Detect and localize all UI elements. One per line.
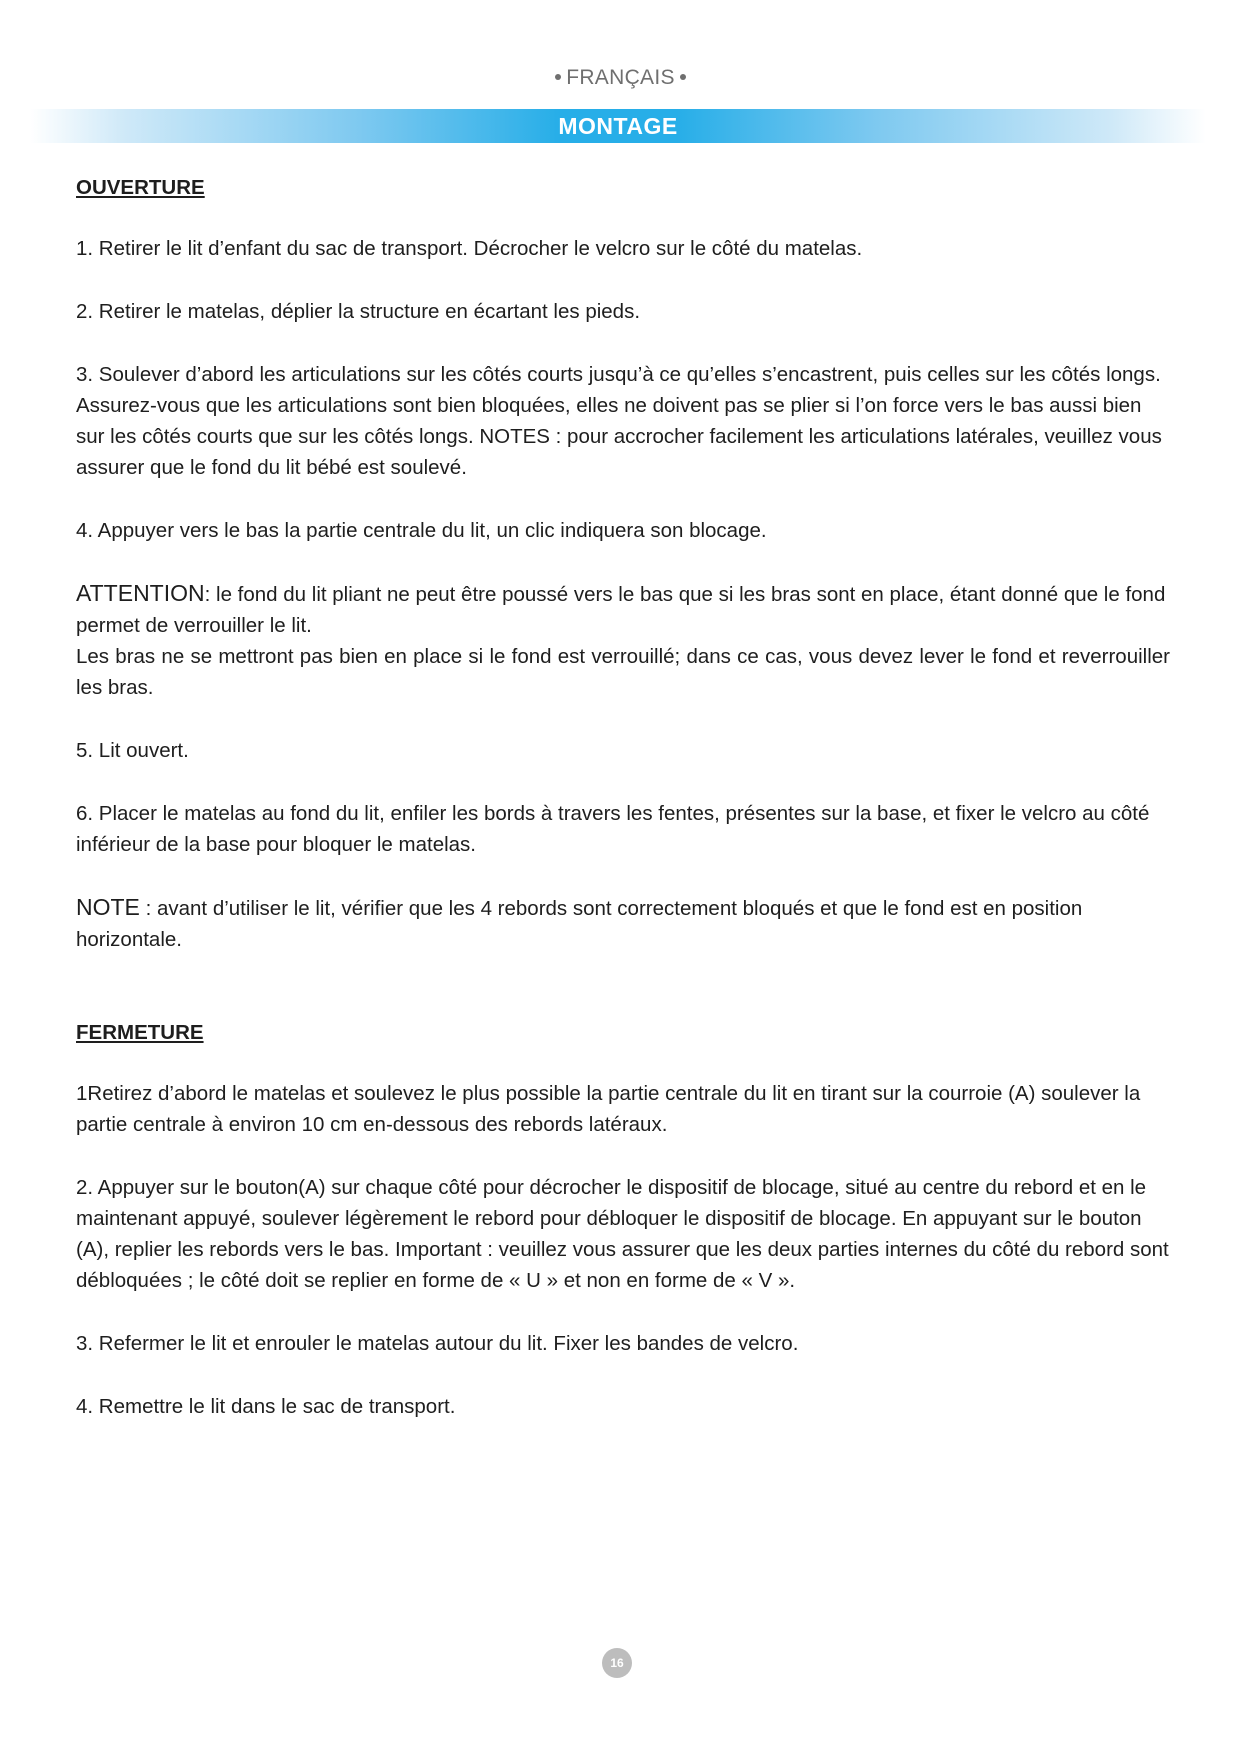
bullet-dot-left [555, 74, 561, 80]
language-label [0, 66, 1241, 90]
ouverture-step-5: 5. Lit ouvert. [76, 739, 189, 762]
ouverture-step-3: 3. Soulever d’abord les articulations sur les côtés courts jusqu’à ce qu’elles s’encastrent, puis celles sur les côtés longs. Assurez-vous que les articulations sont bien bloquées, elles ne doivent pas se plier si l’on force vers le bas aussi bien sur les côtés courts que sur les côtés longs. NOTES : pour accrocher facilement les articulations latérales, veuillez vous assurer que le fond du lit bébé est soulevé. [76, 363, 1162, 479]
note-label: NOTE [76, 894, 140, 920]
note-text: : avant d’utiliser le lit, vérifier que les 4 rebords sont correctement bloqués et que le fond est en position horizontale. [76, 897, 1083, 951]
fermeture-step-3: 3. Refermer le lit et enrouler le matelas autour du lit. Fixer les bandes de velcro. [76, 1332, 799, 1355]
language-text: FRANÇAIS [566, 66, 675, 89]
page-number: 16 [602, 1648, 632, 1678]
ouverture-heading: OUVERTURE [76, 176, 205, 199]
note-paragraph [76, 892, 1170, 955]
fermeture-heading: FERMETURE [76, 1021, 204, 1044]
section-banner [30, 109, 1206, 143]
section-title: MONTAGE [558, 113, 678, 139]
attention-text: : le fond du lit pliant ne peut être poussé vers le bas que si les bras sont en place, étant donné que le fond permet de verrouiller le lit. [76, 583, 1166, 637]
section-spacer [76, 987, 1170, 1017]
attention-paragraph [76, 578, 1170, 641]
ouverture-step-6: 6. Placer le matelas au fond du lit, enfiler les bords à travers les fentes, présentes sur la base, et fixer le velcro au côté inférieur de la base pour bloquer le matelas. [76, 802, 1150, 856]
fermeture-step-4: 4. Remettre le lit dans le sac de transport. [76, 1395, 456, 1418]
document-body [76, 172, 1170, 1454]
attention-label: ATTENTION [76, 580, 205, 606]
fermeture-step-1: 1Retirez d’abord le matelas et soulevez le plus possible la partie centrale du lit en tirant sur la courroie (A) soulever la partie centrale à environ 10 cm en-dessous des rebords latéraux. [76, 1082, 1141, 1136]
fermeture-step-2: 2. Appuyer sur le bouton(A) sur chaque côté pour décrocher le dispositif de blocage, situé au centre du rebord et en le maintenant appuyé, soulever légèrement le rebord pour débloquer le dispositif de blocage. En appuyant sur le bouton (A), replier les rebords vers le bas. Important : veuillez vous assurer que les deux parties internes du côté du rebord sont débloquées ; le côté doit se replier en forme de « U » et non en forme de « V ». [76, 1176, 1169, 1292]
ouverture-step-4: 4. Appuyer vers le bas la partie centrale du lit, un clic indiquera son blocage. [76, 519, 767, 542]
bullet-dot-right [680, 74, 686, 80]
ouverture-step-2: 2. Retirer le matelas, déplier la structure en écartant les pieds. [76, 300, 641, 323]
attention-paragraph-2: Les bras ne se mettront pas bien en place si le fond est verrouillé; dans ce cas, vous devez lever le fond et reverrouiller les bras. [76, 645, 1170, 699]
ouverture-step-1: 1. Retirer le lit d’enfant du sac de transport. Décrocher le velcro sur le côté du matelas. [76, 237, 863, 260]
